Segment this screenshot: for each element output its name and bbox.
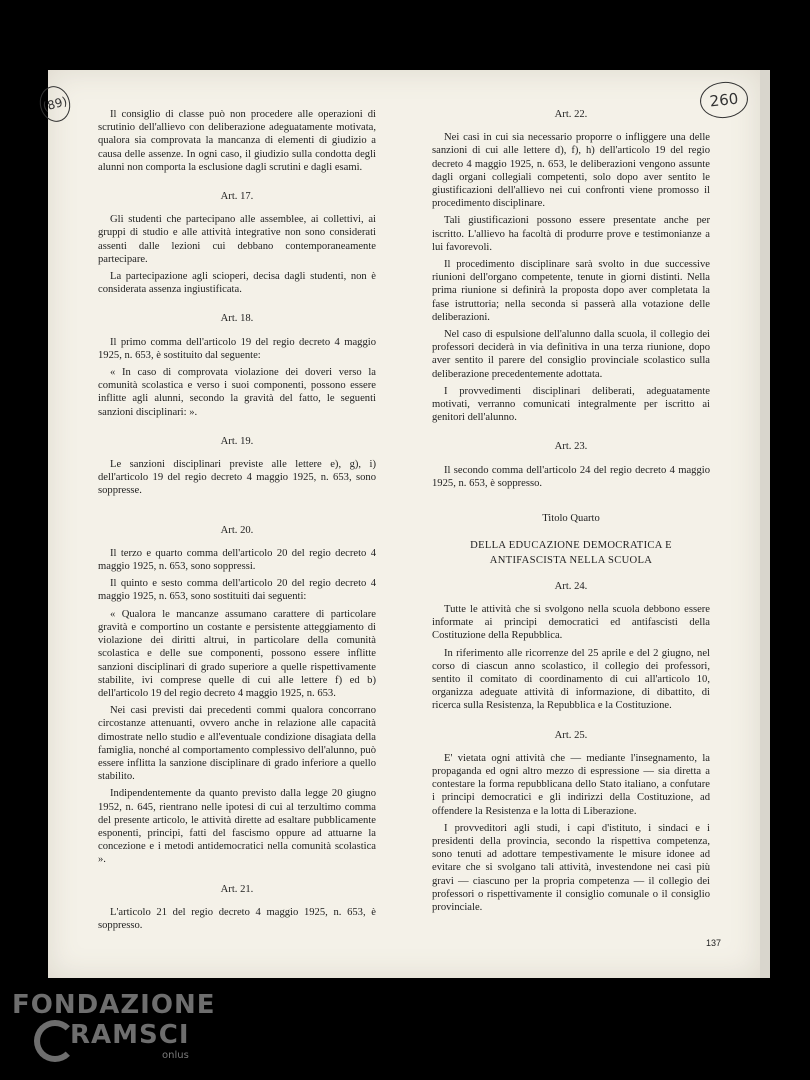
logo-line2: RAMSCI: [70, 1020, 190, 1050]
article-22-title: Art. 22.: [554, 109, 588, 120]
article-20-p1: Il terzo e quarto comma dell'articolo 20 del regio decreto 4 maggio 1925, n. 653, sono soppressi.: [98, 547, 376, 573]
article-17-p2: La partecipazione agli scioperi, decisa dagli studenti, non è considerata assenza ingiustificata.: [98, 271, 376, 296]
article-17-title: Art. 17.: [220, 191, 254, 203]
logo-sub: onlus: [162, 1050, 189, 1061]
section-heading-line2: ANTIFASCISTA NELLA SCUOLA: [489, 555, 653, 567]
article-25-p2: I provveditori agli studi, i capi d'istituto, i sindaci e i presidenti della provincia, secondo la rispettiva competenza, sono tenuti ad adottare tempestivamente le misure idonee ad evitare che si svolgano tali attività, investendone nei casi più gravi — ciascuno per la propria competenza — il collegio dei professori o rispettivamente il consiglio comunale o il consiglio provinciale.: [432, 822, 710, 913]
article-21-p1: L'articolo 21 del regio decreto 4 maggio 1925, n. 653, è soppresso.: [98, 906, 376, 931]
article-20-p2: Il quinto e sesto comma dell'articolo 20 del regio decreto 4 maggio 1925, n. 653, sono sostituiti dai seguenti:: [98, 578, 376, 603]
article-25-p1: E' vietata ogni attività che — mediante l'insegnamento, la propaganda ed ogni altro mezzo di espressione — sia diretta a contestare la forma repubblicana dello Stato italiano, a confutare i principi democratici e gli indirizzi della Costituzione, ad offendere la Resistenza e la lotta di Liberazione.: [432, 752, 710, 817]
article-22-p1: Nei casi in cui sia necessario proporre o infliggere una delle sanzioni di cui alle lettere d), f), h) dell'articolo 19 del regio decreto 4 maggio 1925, n. 653, le deliberazioni vengono assunte dagli organi collegiali competenti, solo dopo aver sentito le giustificazioni dell'allievo nei cui confronti viene promosso il procedimento disciplinare.: [432, 132, 710, 210]
article-18-title: Art. 18.: [220, 313, 254, 325]
article-23-title: Art. 23.: [554, 441, 588, 453]
intro-paragraph: Il consiglio di classe può non procedere alle operazioni di scrutinio dell'allievo con deliberazione adeguatamente motivata, qualora sia comprovata la mancanza di elementi di giudizio a causa delle assenze. In ogni caso, il giudizio sulla condotta degli alunni non comporta la esclusione dagli scrutini e dagli esami.: [98, 109, 376, 173]
article-17-p1: Gli studenti che partecipano alle assemblee, ai collettivi, ai gruppi di studio e alle attività integrative non sono considerati assenti dalle lezioni cui debbano contemporaneamente partecipare.: [98, 214, 376, 265]
article-19-p1: Le sanzioni disciplinari previste alle lettere e), g), i) dell'articolo 19 del regio decreto 4 maggio 1925, n. 653, sono soppresse.: [98, 459, 376, 497]
article-18-p2: « In caso di comprovata violazione dei doveri verso la comunità scolastica e verso i suoi componenti, possono essere inflitte agli alunni, secondo la gravità del fatto, le seguenti sanzioni disciplinari: ».: [98, 367, 376, 418]
section-heading-line1: DELLA EDUCAZIONE DEMOCRATICA E: [470, 540, 672, 552]
article-19-title: Art. 19.: [220, 435, 254, 447]
article-22-p2: Tali giustificazioni possono essere presentate anche per iscritto. L'allievo ha facoltà di produrre prove e testimonianze a lui favorevoli.: [432, 215, 710, 253]
titolo-quarto: Titolo Quarto: [542, 513, 600, 525]
article-22-p4: Nel caso di espulsione dell'alunno dalla scuola, il collegio dei professori deciderà in via definitiva in una terza riunione, dopo aver sentito il parere del consiglio provinciale scolastico sulla deliberazione precedentemente adottata.: [432, 329, 710, 380]
article-22-p5: I provvedimenti disciplinari deliberati, adeguatamente motivati, verranno comunicati integralmente per iscritto ai genitori dell'alunno.: [432, 385, 710, 424]
article-21-title: Art. 21.: [220, 883, 254, 895]
fondazione-gramsci-logo: [12, 990, 216, 1061]
page-edge: [760, 70, 770, 978]
logo-line1: FONDAZIONE: [12, 990, 216, 1020]
article-20-p3: « Qualora le mancanze assumano carattere di particolare gravità e comportino un costante e persistente atteggiamento di violazione dei diritti altrui, in particolare della comunità scolastica e delle sue componenti, possono essere inflitte sanzioni disciplinari di grado superiore a quelle rispettivamente stabilite, ivi comprese quelle di cui alle lettere f) ed b) dell'articolo 19 del regio decreto 4 maggio 1925, n. 653.: [98, 608, 376, 699]
article-24-p2: In riferimento alle ricorrenze del 25 aprile e del 2 giugno, nel corso di ciascun anno scolastico, il collegio dei professori, sentito il comitato di coordinamento di cui all'articolo 10, organizza adeguate attività di informazione, di dibattito, di ricerca sulla Resistenza, la Repubblica e la Costituzione.: [432, 647, 710, 712]
right-column: [432, 108, 710, 918]
page-number: 137: [706, 938, 722, 948]
archive-stamp-right: 260: [698, 80, 750, 121]
archive-stamp-left: (89): [36, 83, 74, 126]
article-24-p1: Tutte le attività che si svolgono nella scuola debbono essere informate ai principi democratici ed antifascisti della Costituzione della Repubblica.: [432, 603, 710, 642]
article-20-p5: Indipendentemente da quanto previsto dalla legge 20 giugno 1952, n. 645, rientrano nelle ipotesi di cui al terzultimo comma del presente articolo, le attività dirette ad esaltare pubblicamente esponenti, principi, fatti del fascismo oppure ad attuarne la concezione e i metodi antidemocratici nella comunità scolastica ».: [98, 788, 376, 866]
article-24-title: Art. 24.: [554, 580, 588, 592]
article-20-p4: Nei casi previsti dai precedenti commi qualora concorrano circostanze attenuanti, ovvero anche in relazione alle capacità dimostrate nello studio e all'eventuale condizione disagiata della famiglia, nonché al comportamento complessivo dell'alunno, può essere inflitta la sanzione disciplinare di grado inferiore a quello stabilito.: [98, 705, 376, 783]
article-23-p1: Il secondo comma dell'articolo 24 del regio decreto 4 maggio 1925, n. 653, è soppresso.: [432, 464, 710, 489]
left-column: [98, 108, 376, 936]
article-20-title: Art. 20.: [220, 524, 254, 536]
article-25-title: Art. 25.: [554, 729, 588, 741]
article-18-p1: Il primo comma dell'articolo 19 del regio decreto 4 maggio 1925, n. 653, è sostituito dal seguente:: [98, 336, 376, 361]
article-22-p3: Il procedimento disciplinare sarà svolto in due successive riunioni dell'organo competente, tenute in giorni distinti. Nella prima riunione si definirà la proposta dopo aver completata la fase istruttoria; nella seconda si passerà alla votazione delle deliberazioni.: [432, 259, 710, 323]
